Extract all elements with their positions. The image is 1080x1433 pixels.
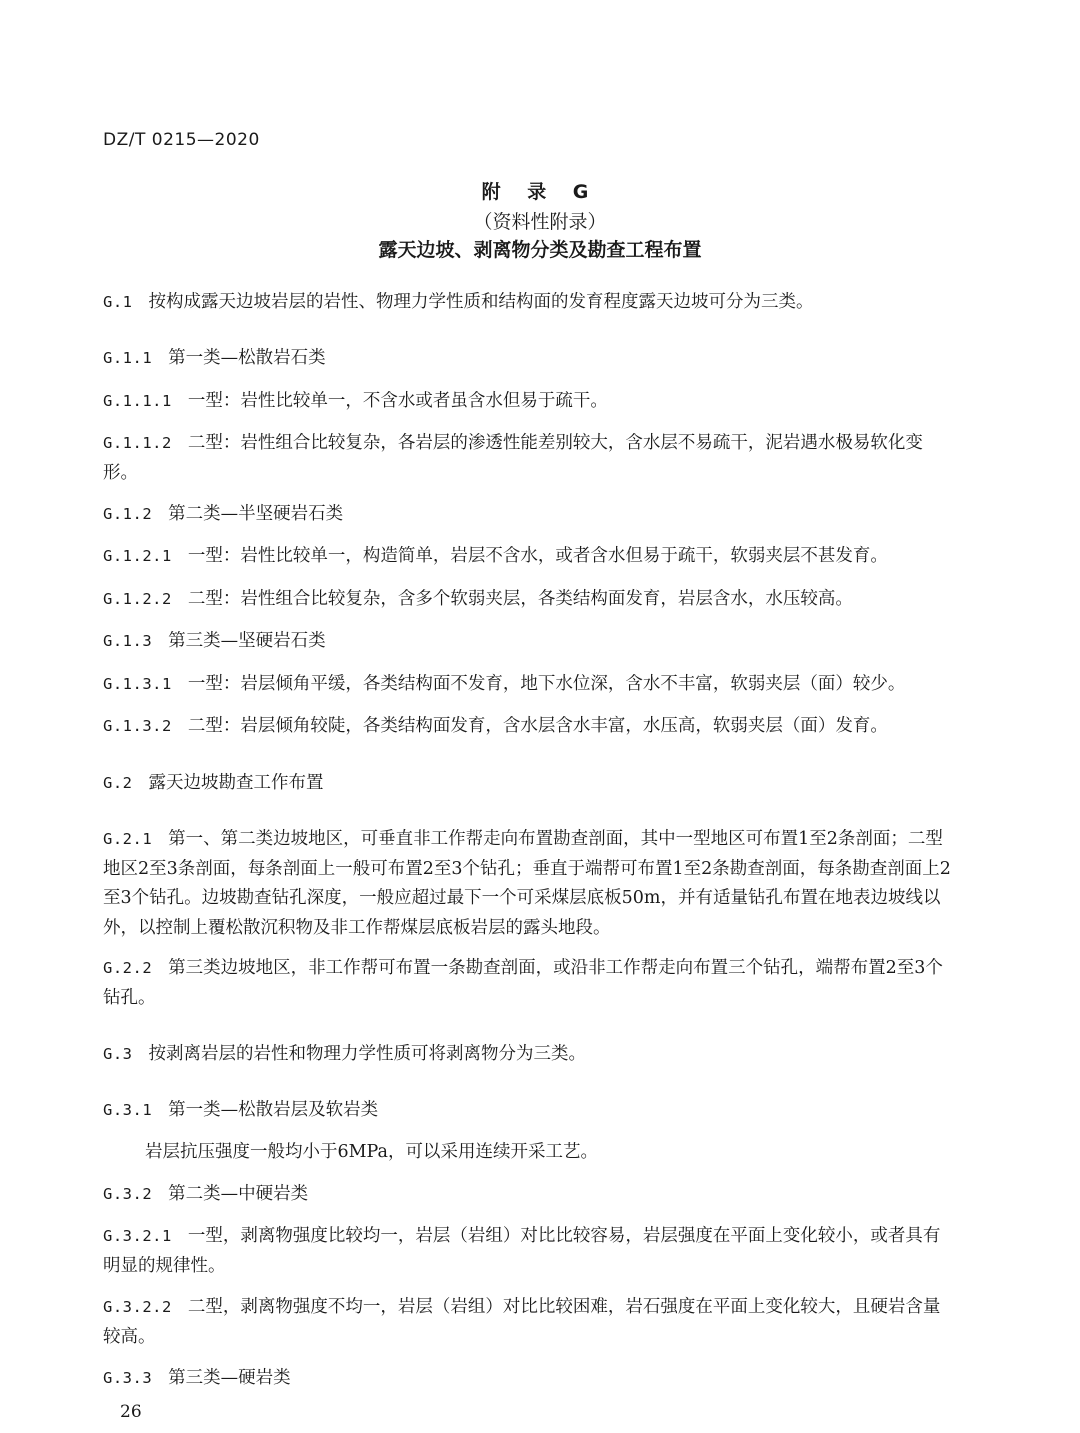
- paragraph-g3-2-1: [103, 1222, 953, 1281]
- clause-text: 第三类—坚硬岩石类: [168, 631, 326, 651]
- clause-number: G.1.1.2: [103, 434, 172, 452]
- paragraph-g1: [103, 288, 953, 318]
- clause-number: G.3: [103, 1045, 133, 1063]
- paragraph-g1-3-1: [103, 670, 953, 700]
- clause-text: 二型：岩层倾角较陡，各类结构面发育，含水层含水丰富，水压高，软弱夹层（面）发育。: [187, 716, 888, 736]
- clause-number: G.2.1: [103, 830, 153, 848]
- clause-text: 一型：岩性比较单一，构造简单，岩层不含水，或者含水但易于疏干，软弱夹层不甚发育。: [187, 546, 888, 566]
- clause-number: G.1.1: [103, 349, 153, 367]
- clause-text: 第二类—半坚硬岩石类: [168, 504, 344, 524]
- clause-text: 一型，剥离物强度比较均一，岩层（岩组）对比比较容易，岩层强度在平面上变化较小，或者具有明显的规律性。: [103, 1226, 941, 1276]
- clause-number: G.2.2: [103, 959, 153, 977]
- clause-text: 二型：岩性组合比较复杂，各岩层的渗透性能差别较大，含水层不易疏干，泥岩遇水极易软化变形。: [103, 433, 923, 483]
- clause-text: 一型：岩性比较单一，不含水或者虽含水但易于疏干。: [187, 391, 608, 411]
- clause-number: G.1.2.1: [103, 547, 172, 565]
- clause-number: G.1.2.2: [103, 590, 172, 608]
- clause-text: 二型，剥离物强度不均一，岩层（岩组）对比比较困难，岩石强度在平面上变化较大，且硬岩含量较高。: [103, 1297, 941, 1347]
- standard-code: DZ/T 0215—2020: [103, 130, 260, 150]
- clause-number: G.3.2.2: [103, 1298, 172, 1316]
- appendix-nature: （资料性附录）: [473, 211, 607, 233]
- paragraph-g3-2: [103, 1180, 953, 1210]
- paragraph-g3: [103, 1040, 953, 1070]
- clause-number: G.3.2: [103, 1185, 153, 1203]
- clause-text: 第三类边坡地区，非工作帮可布置一条勘查剖面，或沿非工作帮走向布置三个钻孔，端帮布置2至3个钻孔。: [103, 958, 943, 1008]
- appendix-title: 附 录 G: [481, 181, 599, 203]
- paragraph-g1-1: [103, 344, 953, 374]
- clause-number: G.1.3.2: [103, 717, 172, 735]
- clause-number: G.1.2: [103, 505, 153, 523]
- clause-number: G.1: [103, 293, 133, 311]
- clause-number: G.2: [103, 774, 133, 792]
- appendix-heading: 露天边坡、剥离物分类及勘查工程布置: [378, 239, 702, 261]
- paragraph-g1-1-2: [103, 429, 953, 488]
- page-number: 26: [120, 1402, 142, 1422]
- clause-number: G.3.1: [103, 1101, 153, 1119]
- clause-text: 第三类—硬岩类: [168, 1368, 291, 1388]
- clause-text: 第二类—中硬岩类: [168, 1184, 309, 1204]
- clause-text: 第一类—松散岩层及软岩类: [168, 1100, 379, 1120]
- clause-number: G.1.1.1: [103, 392, 172, 410]
- clause-number: G.3.2.1: [103, 1227, 172, 1245]
- clause-text: 岩层抗压强度一般均小于6MPa，可以采用连续开采工艺。: [145, 1142, 598, 1162]
- paragraph-g2: [103, 769, 953, 799]
- paragraph-g1-2-2: [103, 585, 953, 615]
- paragraph-g3-2-2: [103, 1293, 953, 1352]
- paragraph-g1-3-2: [103, 712, 953, 742]
- clause-text: 第一类—松散岩石类: [168, 348, 326, 368]
- paragraph-g3-1-body: [145, 1138, 955, 1168]
- clause-number: G.3.3: [103, 1369, 153, 1387]
- paragraph-g2-1: [103, 825, 953, 943]
- paragraph-g1-2: [103, 500, 953, 530]
- clause-number: G.1.3: [103, 632, 153, 650]
- clause-text: 按剥离岩层的岩性和物理力学性质可将剥离物分为三类。: [148, 1044, 586, 1064]
- clause-text: 二型：岩性组合比较复杂，含多个软弱夹层，各类结构面发育，岩层含水，水压较高。: [187, 589, 853, 609]
- paragraph-g1-2-1: [103, 542, 953, 572]
- paragraph-g1-3: [103, 627, 953, 657]
- clause-number: G.1.3.1: [103, 675, 172, 693]
- clause-text: 一型：岩层倾角平缓，各类结构面不发育，地下水位深，含水不丰富，软弱夹层（面）较少。: [187, 674, 906, 694]
- paragraph-g3-3: [103, 1364, 953, 1394]
- clause-text: 第一、第二类边坡地区，可垂直非工作帮走向布置勘查剖面，其中一型地区可布置1至2条剖面；二型地区2至3条剖面，每条剖面上一般可布置2至3个钻孔；垂直于端帮可布置1至2条勘查剖面，每条勘查剖面上2至3个钻孔。边坡勘查钻孔深度，一般应超过最下一个可采煤层底板50m，并有适量钻孔布置在地表边坡线以外，以控制上覆松散沉积物及非工作帮煤层底板岩层的露头地段。: [103, 829, 951, 938]
- clause-text: 按构成露天边坡岩层的岩性、物理力学性质和结构面的发育程度露天边坡可分为三类。: [148, 292, 814, 312]
- paragraph-g1-1-1: [103, 387, 953, 417]
- paragraph-g2-2: [103, 954, 953, 1013]
- clause-text: 露天边坡勘查工作布置: [148, 773, 324, 793]
- paragraph-g3-1: [103, 1096, 953, 1126]
